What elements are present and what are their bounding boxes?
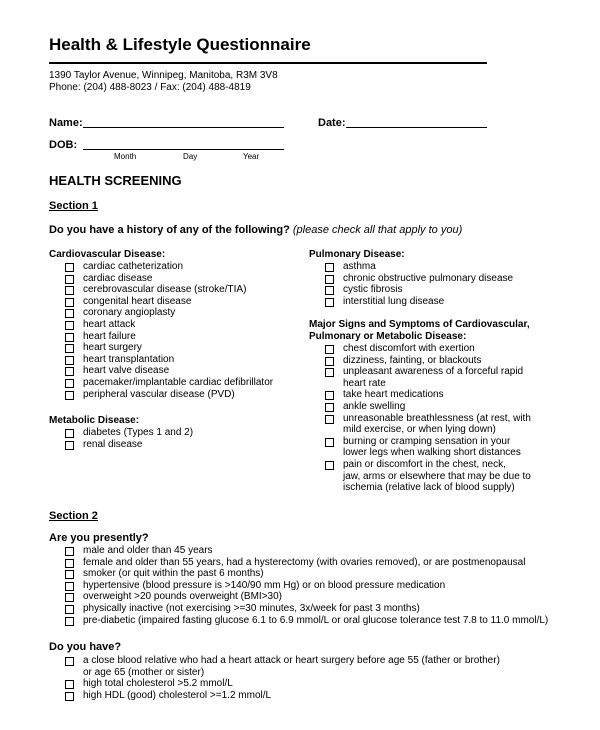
checkbox-item-label: a close blood relative who had a heart attack or heart surgery before age 55 (father or brother): [83, 655, 500, 666]
checkbox-item[interactable]: [65, 439, 193, 451]
dob-field[interactable]: [83, 149, 284, 150]
section-1-question-text: Do you have a history of any of the following?: [49, 224, 290, 236]
checkbox[interactable]: [65, 286, 74, 295]
checkbox-item-label: heart transplantation: [83, 353, 175, 365]
dob-month-caption: Month: [114, 152, 137, 161]
checkbox-item[interactable]: [65, 365, 273, 377]
name-field[interactable]: [83, 127, 284, 128]
checkbox-item[interactable]: [325, 261, 513, 273]
checkbox-item-label: congenital heart disease: [83, 295, 192, 307]
checkbox[interactable]: [65, 309, 74, 318]
checkbox-item[interactable]: [65, 389, 273, 401]
health-screening-heading: HEALTH SCREENING: [49, 173, 182, 188]
checkbox-item[interactable]: [65, 591, 548, 603]
section-1-question: [49, 224, 462, 236]
page-title: Health & Lifestyle Questionnaire: [49, 35, 311, 54]
checkbox-item[interactable]: [65, 261, 273, 273]
checkbox-item-label: physically inactive (not exercising >=30 minutes, 3x/week for past 3 months): [83, 602, 420, 614]
checkbox-item[interactable]: [65, 557, 548, 569]
checkbox-item[interactable]: [65, 331, 273, 343]
checkbox[interactable]: [65, 692, 74, 701]
checkbox-item[interactable]: [65, 615, 548, 627]
section-1-question-hint: (please check all that apply to you): [292, 224, 463, 236]
checkbox[interactable]: [325, 368, 334, 377]
checkbox-item[interactable]: [65, 655, 500, 678]
checkbox[interactable]: [325, 275, 334, 284]
checkbox-item[interactable]: [325, 413, 531, 436]
title-rule: [49, 62, 487, 64]
checkbox-item-label: unpleasant awareness of a forceful rapid: [343, 366, 524, 378]
section-2-heading: Section 2: [49, 510, 98, 522]
name-label: Name:: [49, 117, 83, 129]
checkbox-item-label: or age 65 (mother or sister): [83, 666, 205, 678]
checkbox-item-label: ankle swelling: [343, 400, 406, 412]
checkbox[interactable]: [325, 286, 334, 295]
checkbox-item-label: burning or cramping sensation in your: [343, 435, 511, 447]
dob-day-caption: Day: [183, 152, 198, 161]
do-you-have-question: Do you have?: [49, 641, 122, 653]
checkbox-item-label: chest discomfort with exertion: [343, 343, 475, 354]
checkbox[interactable]: [65, 321, 74, 330]
checkbox[interactable]: [65, 680, 74, 689]
do-you-have-list: [65, 655, 500, 701]
checkbox[interactable]: [65, 333, 74, 342]
pulmonary-list: [325, 261, 513, 307]
pulmonary-heading: Pulmonary Disease:: [309, 249, 405, 260]
checkbox-item[interactable]: [325, 401, 531, 413]
checkbox-item-label: coronary angioplasty: [83, 307, 176, 319]
checkbox-item-label: asthma: [343, 261, 376, 272]
checkbox-item-label: interstitial lung disease: [343, 295, 445, 307]
checkbox-item-label: cardiac catheterization: [83, 261, 184, 272]
checkbox-item-label: heart rate: [343, 377, 386, 389]
checkbox-item[interactable]: [65, 296, 273, 308]
checkbox-item[interactable]: [65, 678, 500, 690]
checkbox-item[interactable]: [325, 343, 531, 355]
checkbox-item-label: pain or discomfort in the chest, neck,: [343, 458, 506, 470]
checkbox[interactable]: [325, 345, 334, 354]
major-signs-list: [325, 343, 531, 494]
checkbox[interactable]: [65, 391, 74, 400]
checkbox-item-label: chronic obstructive pulmonary disease: [343, 272, 514, 284]
dob-year-caption: Year: [243, 152, 260, 161]
checkbox-item-label: overweight >20 pounds overweight (BMI>30): [83, 591, 283, 603]
checkbox-item[interactable]: [325, 366, 531, 389]
checkbox-item[interactable]: [325, 389, 531, 401]
checkbox-item[interactable]: [325, 273, 513, 285]
checkbox-item[interactable]: [65, 690, 500, 702]
checkbox[interactable]: [65, 547, 74, 556]
dob-label: DOB:: [49, 139, 78, 151]
checkbox-item[interactable]: [65, 427, 193, 439]
checkbox-item-label: take heart medications: [343, 389, 444, 401]
checkbox-item[interactable]: [65, 284, 273, 296]
checkbox-item-label: cystic fibrosis: [343, 284, 403, 296]
checkbox-item-label: jaw, arms or elsewhere that may be due to: [343, 470, 531, 482]
checkbox-item-label: ischemia (relative lack of blood supply): [343, 482, 515, 494]
checkbox-item-label: peripheral vascular disease (PVD): [83, 388, 235, 400]
checkbox-item[interactable]: [325, 284, 513, 296]
checkbox-item[interactable]: [325, 296, 513, 308]
checkbox-item-label: dizziness, fainting, or blackouts: [343, 354, 482, 366]
checkbox-item[interactable]: [65, 354, 273, 366]
checkbox[interactable]: [325, 298, 334, 307]
date-field[interactable]: [346, 127, 487, 128]
checkbox-item-label: pacemaker/implantable cardiac defibrillator: [83, 376, 274, 388]
checkbox[interactable]: [65, 298, 74, 307]
section-1-heading: Section 1: [49, 200, 98, 212]
cardiovascular-list: [65, 261, 273, 400]
checkbox-item[interactable]: [65, 545, 548, 557]
checkbox[interactable]: [325, 403, 334, 412]
checkbox-item-label: male and older than 45 years: [83, 545, 213, 556]
checkbox-item[interactable]: [65, 342, 273, 354]
checkbox-item-label: heart surgery: [83, 342, 142, 354]
checkbox-item-label: diabetes (Types 1 and 2): [83, 427, 194, 438]
checkbox[interactable]: [65, 429, 74, 438]
checkbox[interactable]: [65, 605, 74, 614]
checkbox-item[interactable]: [65, 273, 273, 285]
checkbox[interactable]: [65, 617, 74, 626]
checkbox[interactable]: [325, 438, 334, 447]
checkbox[interactable]: [65, 582, 74, 591]
checkbox-item-label: pre-diabetic (impaired fasting glucose 6.1 to 6.9 mmol/L or oral glucose tolerance test 7.8 to 11.0 mmol/L): [83, 614, 549, 626]
checkbox[interactable]: [65, 657, 74, 666]
checkbox-item[interactable]: [65, 603, 548, 615]
checkbox-item[interactable]: [325, 459, 531, 494]
checkbox-item-label: renal disease: [83, 438, 143, 450]
checkbox-item-label: heart valve disease: [83, 365, 170, 377]
checkbox[interactable]: [325, 461, 334, 470]
metabolic-list: [65, 427, 193, 450]
checkbox[interactable]: [65, 570, 74, 579]
checkbox-item[interactable]: [65, 580, 548, 592]
checkbox[interactable]: [65, 559, 74, 568]
checkbox[interactable]: [325, 263, 334, 272]
cardiovascular-heading: Cardiovascular Disease:: [49, 249, 166, 260]
checkbox-item-label: cerebrovascular disease (stroke/TIA): [83, 284, 247, 296]
checkbox[interactable]: [65, 379, 74, 388]
presently-question: Are you presently?: [49, 532, 149, 544]
major-signs-heading-line-1: Major Signs and Symptoms of Cardiovascular,: [309, 319, 530, 330]
checkbox-item-label: mild exercise, or when lying down): [343, 424, 496, 436]
metabolic-heading: Metabolic Disease:: [49, 415, 140, 426]
checkbox-item-label: heart attack: [83, 318, 136, 330]
checkbox-item[interactable]: [65, 307, 273, 319]
date-label: Date:: [318, 117, 346, 129]
checkbox[interactable]: [65, 593, 74, 602]
checkbox-item-label: female and older than 55 years, had a hysterectomy (with ovaries removed), or are postmenopausal: [83, 556, 526, 568]
checkbox[interactable]: [65, 441, 74, 450]
checkbox-item-label: heart failure: [83, 330, 136, 342]
checkbox[interactable]: [325, 391, 334, 400]
checkbox[interactable]: [325, 415, 334, 424]
checkbox-item[interactable]: [325, 436, 531, 459]
checkbox-item-label: smoker (or quit within the past 6 months): [83, 568, 264, 580]
checkbox[interactable]: [325, 357, 334, 366]
address: 1390 Taylor Avenue, Winnipeg, Manitoba, R3M 3V8: [49, 70, 278, 81]
checkbox[interactable]: [65, 356, 74, 365]
checkbox[interactable]: [65, 275, 74, 284]
checkbox-item[interactable]: [65, 319, 273, 331]
checkbox-item-label: hypertensive (blood pressure is >140/90 mm Hg) or on blood pressure medication: [83, 579, 446, 591]
checkbox-item-label: unreasonable breathlessness (at rest, with: [343, 412, 531, 424]
checkbox-item-label: high HDL (good) cholesterol >=1.2 mmol/L: [83, 689, 272, 701]
checkbox[interactable]: [65, 367, 74, 376]
checkbox-item-label: cardiac disease: [83, 272, 153, 284]
major-signs-heading-line-2: Pulmonary or Metabolic Disease:: [309, 331, 467, 342]
phone-fax: Phone: (204) 488-8023 / Fax: (204) 488-4819: [49, 82, 251, 93]
checkbox-item[interactable]: [325, 355, 531, 367]
checkbox[interactable]: [65, 263, 74, 272]
checkbox-item[interactable]: [65, 568, 548, 580]
presently-list: [65, 545, 548, 626]
checkbox-item[interactable]: [65, 377, 273, 389]
checkbox-item-label: high total cholesterol >5.2 mmol/L: [83, 678, 233, 690]
checkbox-item-label: lower legs when walking short distances: [343, 447, 521, 459]
checkbox[interactable]: [65, 344, 74, 353]
